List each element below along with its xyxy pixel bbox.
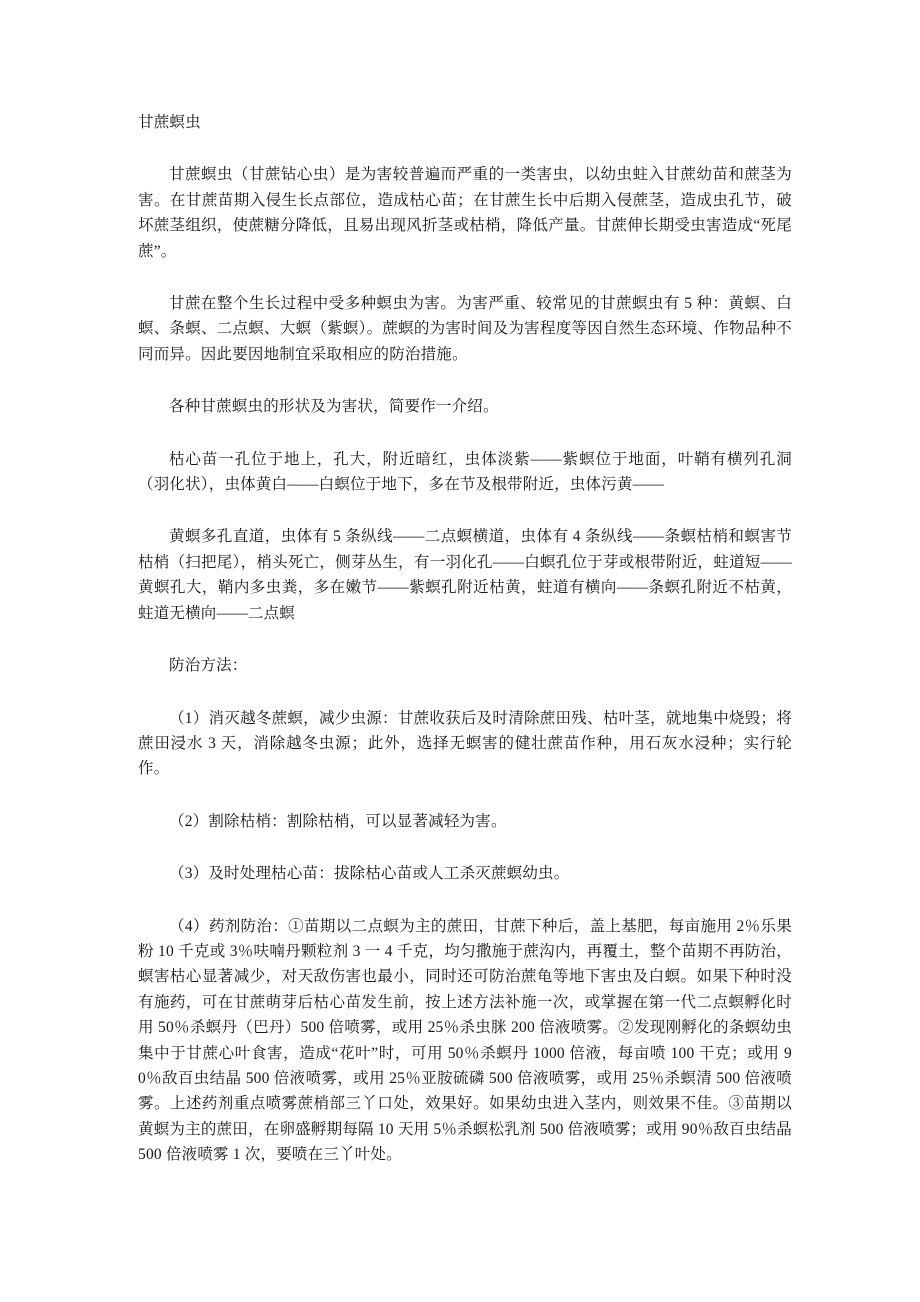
paragraph-overview: 各种甘蔗螟虫的形状及为害状，简要作一介绍。 [169,398,499,416]
paragraph-species: 甘蔗在整个生长过程中受多种螟虫为害。为害严重、较常见的甘蔗螟虫有 5 种：黄螟、白螟、条螟、二点螟、大螟（紫螟）。蔗螟的为害时间及为害程度等因自然生态环境、作物品种不同而异。因此要因地制宜采取相应的防治措施。 [138,295,792,363]
paragraph-symptoms-2: 黄螟多孔直道，虫体有 5 条纵线——二点螟横道，虫体有 4 条纵线——条螟枯梢和螟害节枯梢（扫把尾），梢头死亡，侧芽丛生，有一羽化孔——白螟孔位于芽或根带附近，蛀道短——黄螟孔大，鞘内多虫粪，多在嫩节——紫螟孔附近枯黄，蛀道有横向——条螟孔附近不枯黄，蛀道无横向——二点螟 [138,528,792,622]
doc-title: 甘蔗螟虫 [138,114,201,131]
paragraph-method-4: （4）药剂防治：①苗期以二点螟为主的蔗田，甘蔗下种后，盖上基肥，每亩施用 2％乐果粉 10 千克或 3％呋喃丹颗粒剂 3 一 4 千克，均匀撒施于蔗沟内，再覆土，整个苗期不再防治，螟害枯心显著减少，对天敌伤害也最小，同时还可防治蔗龟等地下害虫及白螟。如果下种时没有施药，可在甘蔗萌芽后枯心苗发生前，按上述方法补施一次，或掌握在第一代二点螟孵化时用 50％杀螟丹（巴丹）500 倍喷雾，或用 25％杀虫脒 200 倍液喷雾。②发现刚孵化的条螟幼虫集中于甘蔗心叶食害，造成“花叶”时，可用 50％杀螟丹 1000 倍液，每亩喷 100 干克；或用 90％敌百虫结晶 500 倍液喷雾，或用 25％亚胺硫磷 500 倍液喷雾，或用 25％杀螟清 500 倍液喷雾。上述药剂重点喷雾蔗梢部三丫口处，效果好。如果幼虫进入茎内，则效果不佳。③苗期以黄螟为主的蔗田，在卵盛孵期每隔 10 天用 5％杀螟松乳剂 500 倍液喷雾；或用 90％敌百虫结晶 500 倍液喷雾 1 次，要喷在三丫叶处。 [138,917,792,1164]
paragraph-symptoms-1: 枯心苗一孔位于地上，孔大，附近暗红，虫体淡紫——紫螟位于地面，叶鞘有横列孔洞（羽化状），虫体黄白——白螟位于地下，多在节及根带附近，虫体污黄—— [138,450,792,494]
paragraph-intro: 甘蔗螟虫（甘蔗钻心虫）是为害较普遍而严重的一类害虫，以幼虫蛀入甘蔗幼苗和蔗茎为害。在甘蔗苗期入侵生长点部位，造成枯心苗；在甘蔗生长中后期入侵蔗茎，造成虫孔节，破坏蔗茎组织，使蔗糖分降低，且易出现风折茎或枯梢，降低产量。甘蔗伸长期受虫害造成“死尾蔗”。 [138,166,792,260]
paragraph-method-3: （3）及时处理枯心苗：拔除枯心苗或人工杀灭蔗螟幼虫。 [169,865,570,883]
paragraph-methods-heading: 防治方法： [169,657,248,675]
document-body [138,110,792,1195]
paragraph-method-1: （1）消灭越冬蔗螟，减少虫源：甘蔗收获后及时清除蔗田残、枯叶茎，就地集中烧毁；将蔗田浸水 3 天，消除越冬虫源；此外，选择无螟害的健壮蔗苗作种，用石灰水浸种；实行轮作。 [138,709,792,778]
paragraph-method-2: （2）割除枯梢：割除枯梢，可以显著减轻为害。 [169,812,507,830]
